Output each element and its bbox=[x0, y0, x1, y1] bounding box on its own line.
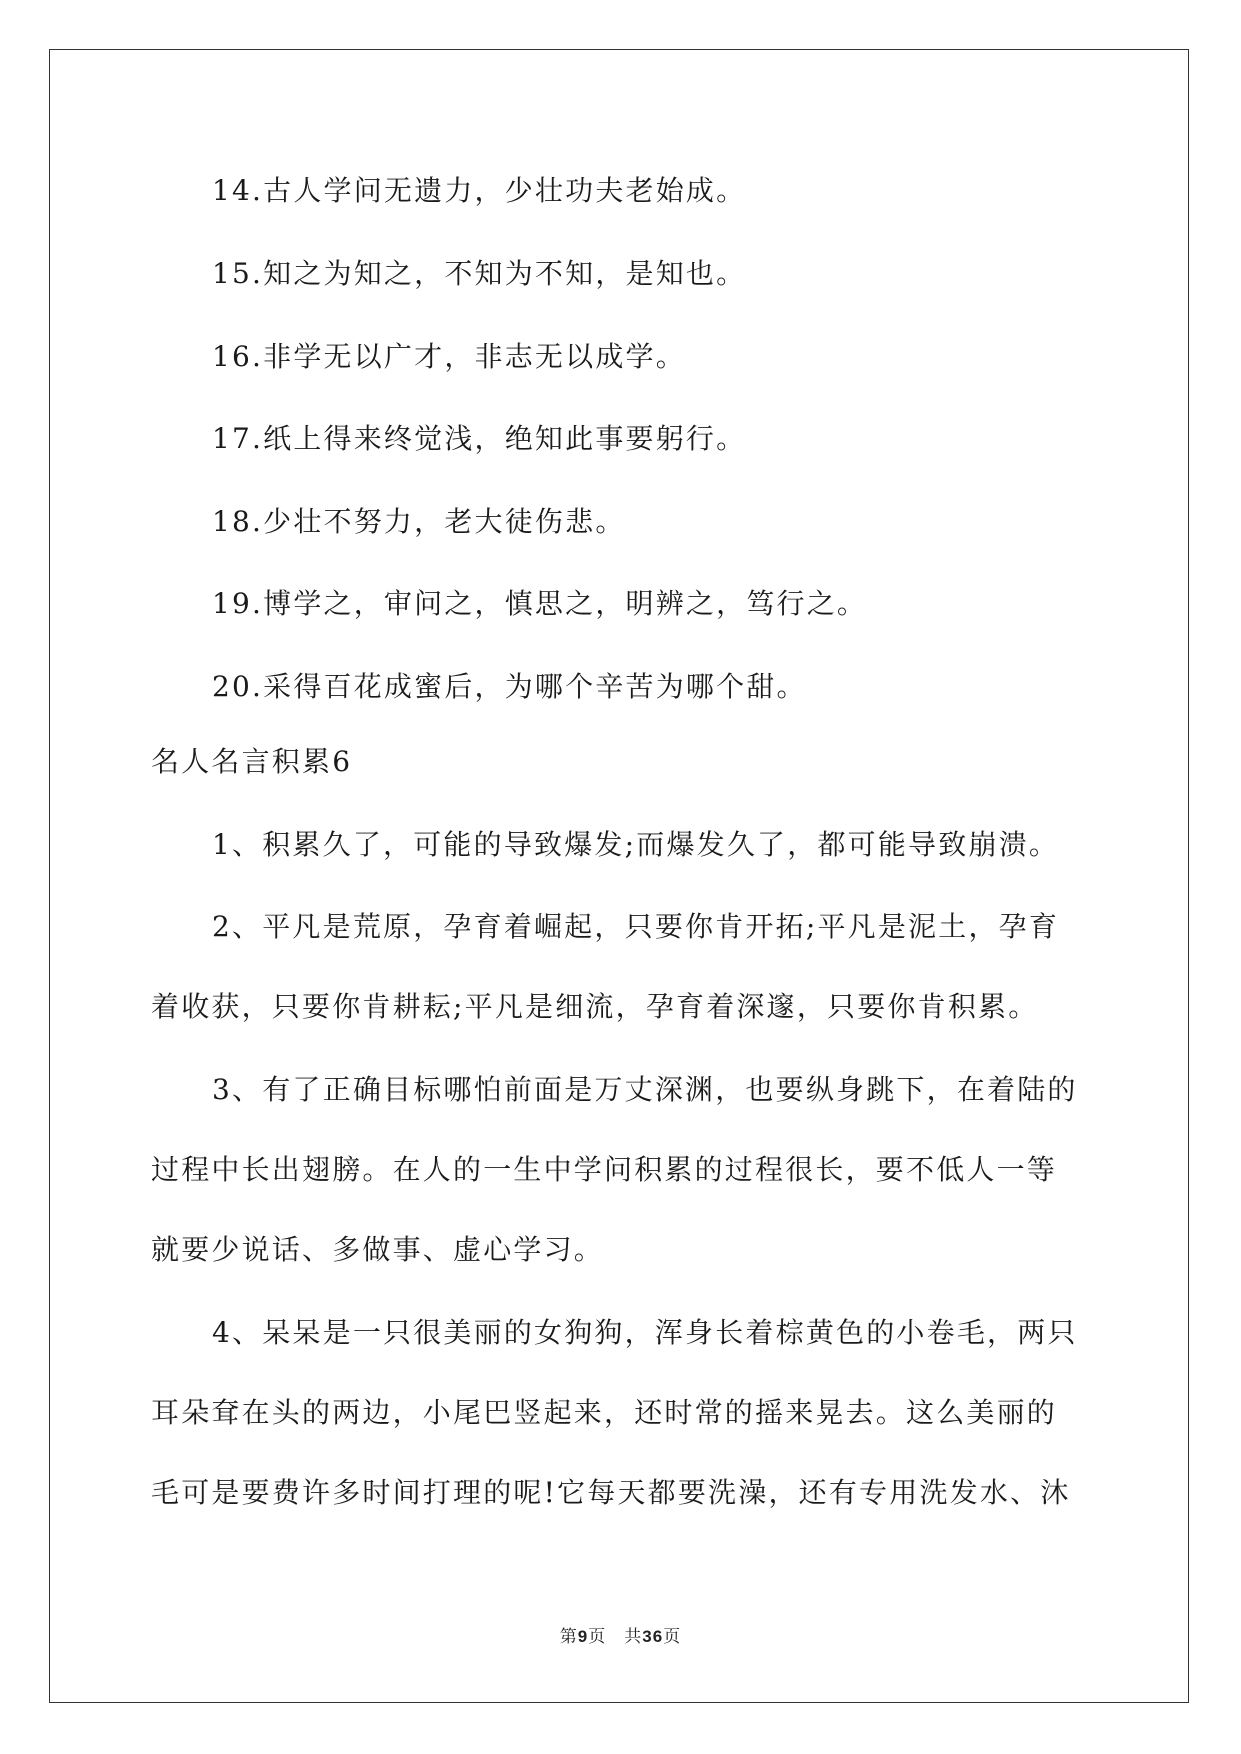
footer-prefix: 第 bbox=[559, 1627, 578, 1647]
paragraph-line: 毛可是要费许多时间打理的呢!它每天都要洗澡，还有专用洗发水、沐 bbox=[151, 1476, 1071, 1509]
page-border bbox=[49, 49, 1189, 1703]
paragraph-line: 过程中长出翅膀。在人的一生中学问积累的过程很长，要不低人一等 bbox=[151, 1153, 1058, 1186]
footer-suffix: 页 bbox=[663, 1627, 682, 1647]
list-item: 14.古人学问无遗力，少壮功夫老始成。 bbox=[212, 174, 747, 207]
footer-middle: 页 共 bbox=[588, 1627, 643, 1647]
list-item: 18.少壮不努力，老大徒伤悲。 bbox=[212, 505, 626, 538]
list-item: 19.博学之，审问之，慎思之，明辨之，笃行之。 bbox=[212, 587, 868, 620]
paragraph-line: 耳朵耷在头的两边，小尾巴竖起来，还时常的摇来晃去。这么美丽的 bbox=[151, 1396, 1058, 1429]
total-pages: 36 bbox=[642, 1627, 664, 1646]
paragraph-line: 2、平凡是荒原，孕育着崛起，只要你肯开拓;平凡是泥土，孕育 bbox=[212, 910, 1060, 943]
list-item: 15.知之为知之，不知为不知，是知也。 bbox=[212, 257, 747, 290]
paragraph-line: 3、有了正确目标哪怕前面是万丈深渊，也要纵身跳下，在着陆的 bbox=[212, 1073, 1078, 1106]
list-item: 16.非学无以广才，非志无以成学。 bbox=[212, 340, 686, 373]
paragraph-line: 着收获，只要你肯耕耘;平凡是细流，孕育着深邃，只要你肯积累。 bbox=[151, 990, 1039, 1023]
paragraph-line: 1、积累久了，可能的导致爆发;而爆发久了，都可能导致崩溃。 bbox=[212, 828, 1060, 861]
list-item: 17.纸上得来终觉浅，绝知此事要躬行。 bbox=[212, 422, 747, 455]
paragraph-line: 就要少说话、多做事、虚心学习。 bbox=[151, 1233, 605, 1266]
list-item: 20.采得百花成蜜后，为哪个辛苦为哪个甜。 bbox=[212, 670, 807, 703]
paragraph-line: 4、呆呆是一只很美丽的女狗狗，浑身长着棕黄色的小卷毛，两只 bbox=[212, 1316, 1078, 1349]
page-footer bbox=[0, 1626, 1241, 1648]
section-heading: 名人名言积累6 bbox=[151, 745, 353, 778]
page-number: 9 bbox=[577, 1627, 589, 1646]
